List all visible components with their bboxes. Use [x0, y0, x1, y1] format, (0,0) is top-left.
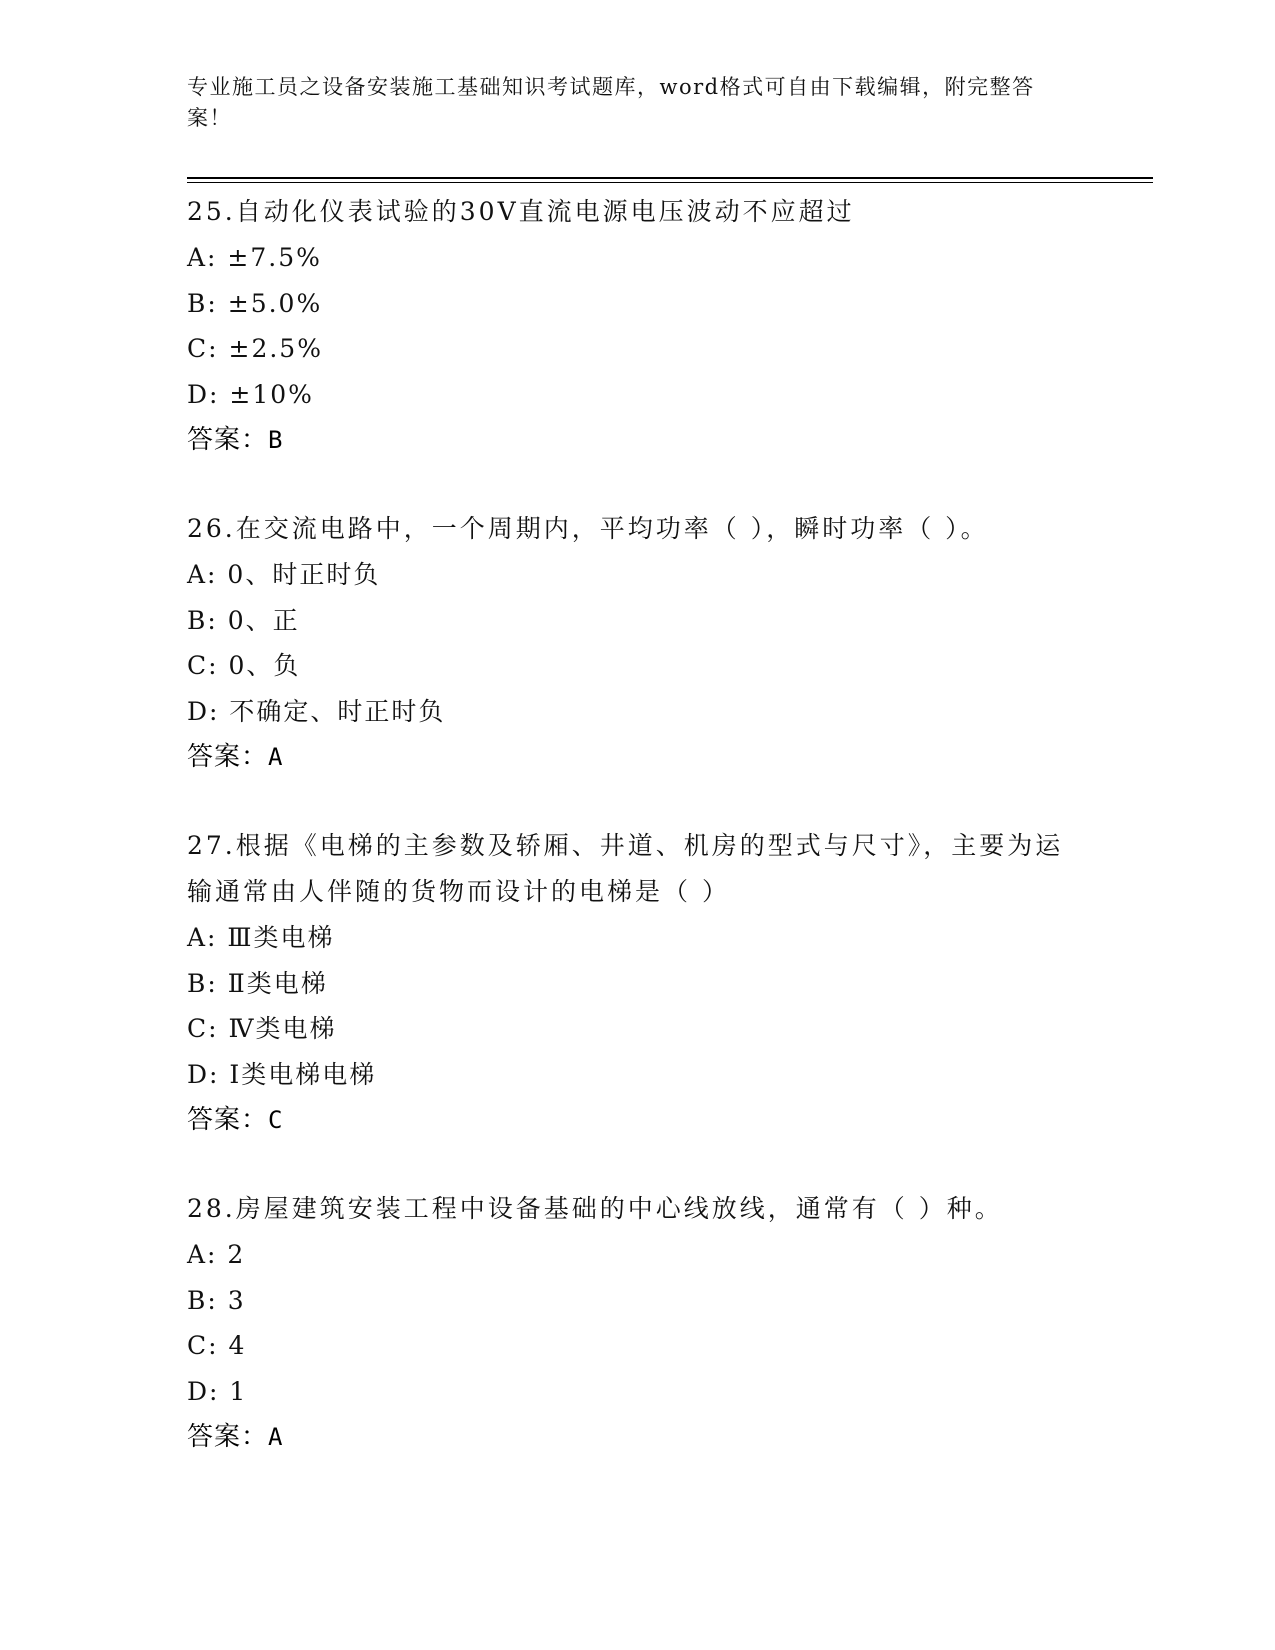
document-header: 专业施工员之设备安装施工基础知识考试题库，word格式可自由下载编辑，附完整答案！ [187, 75, 1035, 130]
header-divider-thin [187, 182, 1153, 183]
question-26 [187, 506, 1087, 780]
option-c: C: 0、负 [187, 651, 301, 680]
option-a: A: ±7.5% [187, 243, 322, 272]
header-divider-thick [187, 177, 1153, 179]
question-stem: 26.在交流电路中，一个周期内，平均功率（ ），瞬时功率（ ）。 [187, 514, 989, 543]
answer-value: A [268, 743, 284, 771]
answer-value: A [268, 1423, 284, 1451]
answer-prefix: 答案： [187, 742, 269, 772]
option-c: C: 4 [187, 1331, 247, 1360]
option-d: D: 不确定、时正时负 [187, 696, 446, 726]
answer-line [187, 1097, 1087, 1143]
option-d: D: Ⅰ类电梯电梯 [187, 1059, 377, 1089]
question-25 [187, 189, 1087, 463]
option-b: B: 0、正 [187, 605, 300, 635]
option-a: A: 2 [187, 1240, 246, 1269]
answer-prefix: 答案： [187, 425, 269, 455]
option-d: D: ±10% [187, 379, 314, 409]
answer-value: C [268, 1106, 284, 1134]
answer-line [187, 1414, 1087, 1460]
question-28 [187, 1186, 1087, 1460]
answer-line [187, 734, 1087, 780]
option-b: B: Ⅱ类电梯 [187, 968, 328, 998]
question-27 [187, 823, 1087, 1143]
option-b: B: ±5.0% [187, 288, 323, 318]
question-list [187, 189, 1087, 1503]
option-a: A: Ⅲ类电梯 [187, 923, 335, 952]
question-stem: 25.自动化仪表试验的30V直流电源电压波动不应超过 [187, 197, 855, 226]
question-stem: 27.根据《电梯的主参数及轿厢、井道、机房的型式与尺寸》，主要为运输通常由人伴随的货物而设计的电梯是（ ） [187, 831, 1064, 906]
option-c: C: ±2.5% [187, 334, 323, 363]
answer-prefix: 答案： [187, 1105, 269, 1135]
answer-prefix: 答案： [187, 1422, 269, 1452]
question-stem: 28.房屋建筑安装工程中设备基础的中心线放线，通常有（ ）种。 [187, 1194, 1003, 1223]
option-a: A: 0、时正时负 [187, 560, 381, 589]
answer-line [187, 417, 1087, 463]
option-d: D: 1 [187, 1376, 248, 1406]
option-c: C: Ⅳ类电梯 [187, 1014, 337, 1043]
option-b: B: 3 [187, 1285, 246, 1315]
answer-value: B [268, 426, 284, 454]
